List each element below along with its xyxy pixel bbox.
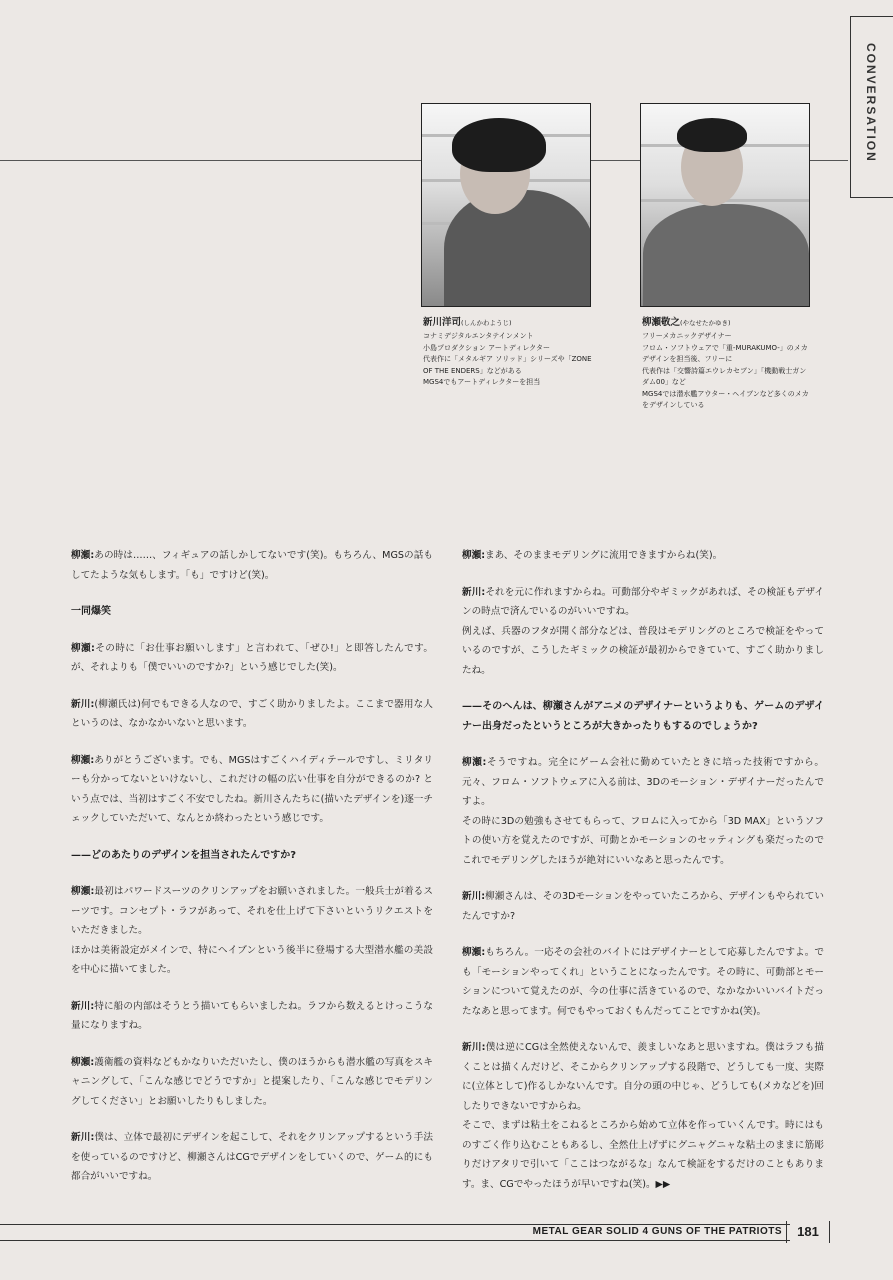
caption-shinkawa [423,315,603,389]
paragraph-text: そうですね。完全にゲーム会社に勤めていたときに培った技術ですから。元々、フロム・ソフトウェアに入る前は、3Dのモーション・デザイナーだったんですよ。 その時に3Dの勉強もさせてもらって、フロムに入ってから「3D MAX」というソフトの使い方を覚えたのですが、可動とかモーションのセッティングも楽だったのでこれでモデリングしたほうが絶対にいいなあと思ったんです。 [462,757,825,866]
dialogue-paragraph: 柳瀬:最初はパワードスーツのクリンアップをお願いされました。一般兵士が着るスーツです。コンセプト・ラフがあって、それを仕上げて下さいというリクエストをいただきました。 ほかは美術設定がメインで、特にヘイブンという後半に登場する大型潜水艦の美設を中心に描いてました。 [71,886,433,975]
bio-line: フロム・ソフトウェアで「重-MURAKUMO-」のメカ [642,343,808,352]
bio-line: コナミデジタルエンタテインメント [423,332,534,340]
section-tab [850,16,893,198]
speaker-name: 柳瀬 [71,642,91,654]
left-text-column [71,546,433,1204]
person-name: 柳瀬敬之 [642,317,681,328]
paragraph-text: 僕は、立体で最初にデザインを起こして、それをクリンアップするという手法を使っているのですけど、柳瀬さんはCGでデザインをしていくので、ゲーム的にも都合がいいですね。 [71,1132,434,1182]
dialogue-paragraph: 柳瀬:あの時は……、フィギュアの話しかしてないです(笑)。もちろん、MGSの話もしてたような気もします。「も」ですけど(笑)。 [71,550,433,581]
speaker-name: 新川 [462,1042,482,1053]
speaker-name: 新川 [71,1132,91,1143]
dialogue-paragraph: 柳瀬:ありがとうございます。でも、MGSはすごくハイディテールですし、ミリタリーも分かってないといけないし、これだけの幅の広い仕事を自分ができるのか? という点では、当初はすごく不安でしたね。新川さんたちに(描いたデザインを)逐一チェックしていただいて、なんとか終わったという感じです。 [71,754,434,824]
dialogue-paragraph: 新川:僕は、立体で最初にデザインを起こして、それをクリンアップするという手法を使っているのですけど、柳瀬さんはCGでデザインをしていくので、ゲーム的にも都合がいいですね。 [71,1132,434,1182]
paragraph-text: それを元に作れますからね。可動部分やギミックがあれば、その検証もデザインの時点で済んでいるのがいいですね。 例えば、兵器のフタが開く部分などは、普段はモデリングのところで検証をやっているのですが、こうしたギミックの検証が最初からできていて、すごく助かりましたね。 [462,586,824,676]
paragraph-text: (柳瀬氏は)何でもできる人なので、すごく助かりましたよ。ここまで器用な人というのは、なかなかいないと思います。 [71,698,433,729]
paragraph-text: ——どのあたりのデザインを担当されたんですか? [71,849,297,861]
speaker-name: 柳瀬 [462,947,482,958]
speaker-name: 柳瀬 [71,886,91,897]
footer-rule [0,1240,790,1241]
footer-title: METAL GEAR SOLID 4 GUNS OF THE PATRIOTS [532,1226,782,1237]
dialogue-paragraph: 柳瀬:もちろん。一応その会社のバイトにはデザイナーとして応募したんですよ。でも「モーションやってくれ」ということになったんです。その時に、可動部とモーションについて覚えたのが、今の仕事に活きているので、なかなかいいバイトだったなあと思ってます。何でもやっておくもんだってことですかね(笑)。 [462,947,825,1017]
person-reading: (しんかわようじ) [461,319,512,327]
bio-line: をデザインしている [642,401,705,409]
dialogue-paragraph: 新川:特に船の内部はそうとう描いてもらいましたね。ラフから数えるとけっこうな量になりますね。 [71,1000,434,1031]
interviewer-question [462,697,824,736]
paragraph-text: あの時は……、フィギュアの話しかしてないです(笑)。もちろん、MGSの話もしてたような気もします。「も」ですけど(笑)。 [71,550,433,581]
person-reading: (やなせたかゆき) [680,319,731,327]
bio-line: MGS4では潜水艦アウター・ヘイブンなど多くのメカ [642,389,809,398]
speaker-name: 柳瀬 [462,757,483,768]
person-name: 新川洋司 [423,317,462,328]
speaker-name: 新川 [462,891,482,902]
speaker-name: 柳瀬 [71,1056,91,1068]
paragraph-text: ありがとうございます。でも、MGSはすごくハイディテールですし、ミリタリーも分かってないといけないし、これだけの幅の広い仕事を自分ができるのか? という点では、当初はすごく不安でしたね。新川さんたちに(描いたデザインを)逐一チェックしていただいて、なんとか終わったという感じです。 [71,754,434,824]
paragraph-text: その時に「お仕事お願いします」と言われて、「ぜひ!」と即答したんです。が、それよりも「僕でいいのですか?」という感じでした(笑)。 [71,642,433,673]
speaker-name: 柳瀬 [71,550,91,561]
portrait-photo-yanase [640,103,810,307]
paragraph-text: ——そのへんは、柳瀬さんがアニメのデザイナーというよりも、ゲームのデザイナー出身だったというところが大きかったりもするのでしょうか? [462,701,824,732]
dialogue-paragraph: 新川:僕は逆にCGは全然使えないんで、羨ましいなあと思いますね。僕はラフも描くことは描くんだけど、そこからクリンアップする段階で、どうしても一度、実際に(立体として)作るしかないんです。自分の頭の中じゃ、どうしても(メカなどを)回したりできないですからね。 そこで、まずは粘土をこねるところから始めて立体を作っていくんです。時にはものすごく作り込むこともあるし、全然仕上げずにグニャグニャな粘土のままに筋彫りだけアタリで引いて「ここはつながるな」なんて検証をするだけのこともあります。ま、CGでやったほうが早いですね(笑)。▶▶ [462,1042,824,1190]
paragraph-text: 一同爆笑 [71,606,111,617]
speaker-name: 新川 [462,586,482,598]
bio-line: フリーメカニックデザイナー [642,332,732,340]
paragraph-text: もちろん。一応その会社のバイトにはデザイナーとして応募したんですよ。でも「モーションやってくれ」ということになったんです。その時に、可動部とモーションについて覚えたのが、今の仕事に活きているので、なかなかいいバイトだったなあと思ってます。何でもやっておくもんだってことですかね(笑)。 [462,947,825,1017]
portrait-photo-shinkawa [421,103,591,307]
speaker-name: 新川 [71,698,91,710]
dialogue-paragraph: 新川:(柳瀬氏は)何でもできる人なので、すごく助かりましたよ。ここまで器用な人というのは、なかなかいないと思います。 [71,698,433,729]
bio-line: OF THE ENDERS」などがある [423,366,522,375]
dialogue-paragraph: 柳瀬:まあ、そのままモデリングに流用できますからね(笑)。 [462,550,723,561]
interviewer-question [71,846,433,866]
dialogue-paragraph: 柳瀬:その時に「お仕事お願いします」と言われて、「ぜひ!」と即答したんです。が、それよりも「僕でいいのですか?」という感じでした(笑)。 [71,642,433,673]
bio-line: デザインを担当後、フリーに [642,355,733,363]
paragraph-text: 護衛艦の資料などもかなりいただいたし、僕のほうからも潜水艦の写真をスキャニングして、「こんな感じでどうですか」と提案したり、「こんな感じでモデリングしてください」とお願いしたりもしました。 [71,1056,434,1107]
paragraph-text: 最初はパワードスーツのクリンアップをお願いされました。一般兵士が着るスーツです。コンセプト・ラフがあって、それを仕上げて下さいというリクエストをいただきました。 ほかは美術設定がメインで、特にヘイブンという後半に登場する大型潜水艦の美設を中心に描いてました。 [71,886,433,975]
speaker-name: 柳瀬 [462,550,482,561]
page-number: 181 [786,1221,830,1243]
right-text-column [462,546,824,1211]
paragraph-text: 柳瀬さんは、その3Dモーションをやっていたころから、デザインもやられていたんですか? [462,891,824,922]
dialogue-paragraph: 新川:それを元に作れますからね。可動部分やギミックがあれば、その検証もデザインの時点で済んでいるのがいいですね。 例えば、兵器のフタが開く部分などは、普段はモデリングのところで検証をやっているのですが、こうしたギミックの検証が最初からできていて、すごく助かりましたね。 [462,586,824,676]
speaker-name: 柳瀬 [71,754,91,766]
bio-line: 代表作は「交響詩篇エウレカセブン」「機動戦士ガン [642,366,807,375]
paragraph-text: まあ、そのままモデリングに流用できますからね(笑)。 [485,550,723,561]
dialogue-paragraph: 柳瀬:護衛艦の資料などもかなりいただいたし、僕のほうからも潜水艦の写真をスキャニングして、「こんな感じでどうですか」と提案したり、「こんな感じでモデリングしてください」とお願いしたりもしました。 [71,1056,434,1107]
bio-line: 小島プロダクション アートディレクター [423,343,551,352]
dialogue-paragraph: 柳瀬:そうですね。完全にゲーム会社に勤めていたときに培った技術ですから。元々、フロム・ソフトウェアに入る前は、3Dのモーション・デザイナーだったんですよ。 その時に3Dの勉強もさせてもらって、フロムに入ってから「3D MAX」というソフトの使い方を覚えたのですが、可動とかモーションのセッティングも楽だったのでこれでモデリングしたほうが絶対にいいなあと思ったんです。 [462,757,825,866]
paragraph-text: 特に船の内部はそうとう描いてもらいましたね。ラフから数えるとけっこうな量になりますね。 [71,1000,434,1031]
footer-rule [0,1224,790,1225]
stage-note [71,602,433,622]
bio-line: 代表作に「メタルギア ソリッド」シリーズや「ZONE [423,355,592,363]
caption-yanase [642,315,832,412]
bio-line: ダム00」など [642,378,686,386]
paragraph-text: 僕は逆にCGは全然使えないんで、羨ましいなあと思いますね。僕はラフも描くことは描くんだけど、そこからクリンアップする段階で、どうしても一度、実際に(立体として)作るしかないんです。自分の頭の中じゃ、どうしても(メカなどを)回したりできないですからね。 そこで、まずは粘土をこねるところから始めて立体を作っていくんです。時にはものすごく作り込むこともあるし、全然仕上げずにグニャグニャな粘土のままに筋彫りだけアタリで引いて「ここはつながるな」なんて検証をするだけのこともあります。ま、CGでやったほうが早いですね(笑)。▶▶ [462,1042,824,1190]
section-tab-label: CONVERSATION [864,43,878,163]
bio-line: MGS4でもアートディレクターを担当 [423,378,541,386]
dialogue-paragraph: 新川:柳瀬さんは、その3Dモーションをやっていたころから、デザインもやられていたんですか? [462,891,824,922]
speaker-name: 新川 [71,1000,91,1012]
